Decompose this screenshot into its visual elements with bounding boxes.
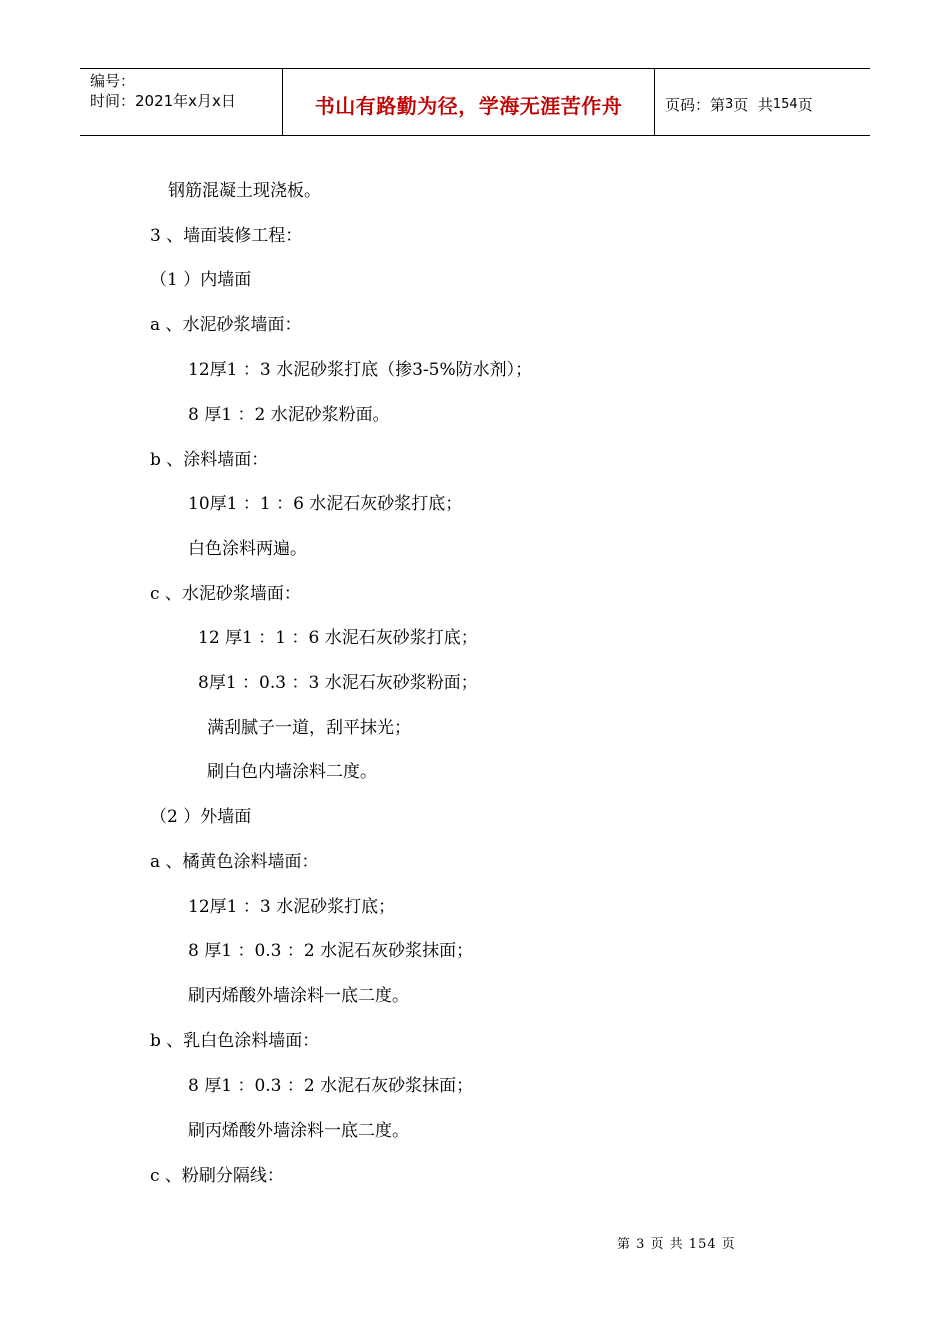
page-mid: 页 共 xyxy=(733,95,773,114)
body-line: 8 厚1 ：0.3 ：2 水泥石灰砂浆抹面； xyxy=(188,941,474,961)
item-heading: b 、乳白色涂料墙面： xyxy=(150,1031,320,1051)
subsection-heading: （1 ）内墙面 xyxy=(150,270,252,290)
body-line: 12 厚1 ：1 ：6 水泥石灰砂浆打底； xyxy=(198,628,478,648)
body-line: 8厚1 ：0.3 ：3 水泥石灰砂浆粉面； xyxy=(198,673,478,693)
page-footer: 第 3 页 共 154 页 xyxy=(617,1237,736,1252)
page-header xyxy=(80,68,870,136)
body-line: 10厚1 ：1 ：6 水泥石灰砂浆打底； xyxy=(188,494,463,514)
body-line: 白色涂料两遍。 xyxy=(188,539,307,559)
body-line: 钢筋混凝土现浇板。 xyxy=(168,181,321,201)
item-heading: b 、涂料墙面： xyxy=(150,450,269,470)
page-number: 3 xyxy=(725,96,734,112)
header-meta xyxy=(80,69,282,135)
item-heading: c 、水泥砂浆墙面： xyxy=(150,584,301,604)
body-line: 刷丙烯酸外墙涂料一底二度。 xyxy=(188,986,409,1006)
item-heading: a 、橘黄色涂料墙面： xyxy=(150,852,319,872)
page-suffix: 页 xyxy=(797,95,813,114)
body-line: 满刮腻子一道，刮平抹光； xyxy=(207,718,411,738)
item-heading: c 、粉刷分隔线： xyxy=(150,1166,284,1186)
header-page-info xyxy=(655,69,870,135)
item-heading: a 、水泥砂浆墙面： xyxy=(150,315,302,335)
body-line: 8 厚1 ：2 水泥砂浆粉面。 xyxy=(188,405,390,425)
header-motto: 书山有路勤为径，学海无涯苦作舟 xyxy=(282,69,655,135)
body-line: 12厚1 ：3 水泥砂浆打底； xyxy=(188,897,396,917)
subsection-heading: （2 ）外墙面 xyxy=(150,807,252,827)
body-line: 刷丙烯酸外墙涂料一底二度。 xyxy=(188,1121,409,1141)
number-label: 编号： xyxy=(90,72,136,90)
date-label: 时间：2021年x月x日 xyxy=(90,92,236,110)
body-line: 12厚1 ：3 水泥砂浆打底（掺3-5%防水剂）； xyxy=(188,360,533,380)
body-line: 刷白色内墙涂料二度。 xyxy=(207,762,377,782)
section-heading: 3 、墙面装修工程： xyxy=(150,226,303,246)
body-line: 8 厚1 ：0.3 ：2 水泥石灰砂浆抹面； xyxy=(188,1076,474,1096)
page-prefix: 页码：第 xyxy=(665,95,726,114)
page-total: 154 xyxy=(772,96,798,112)
